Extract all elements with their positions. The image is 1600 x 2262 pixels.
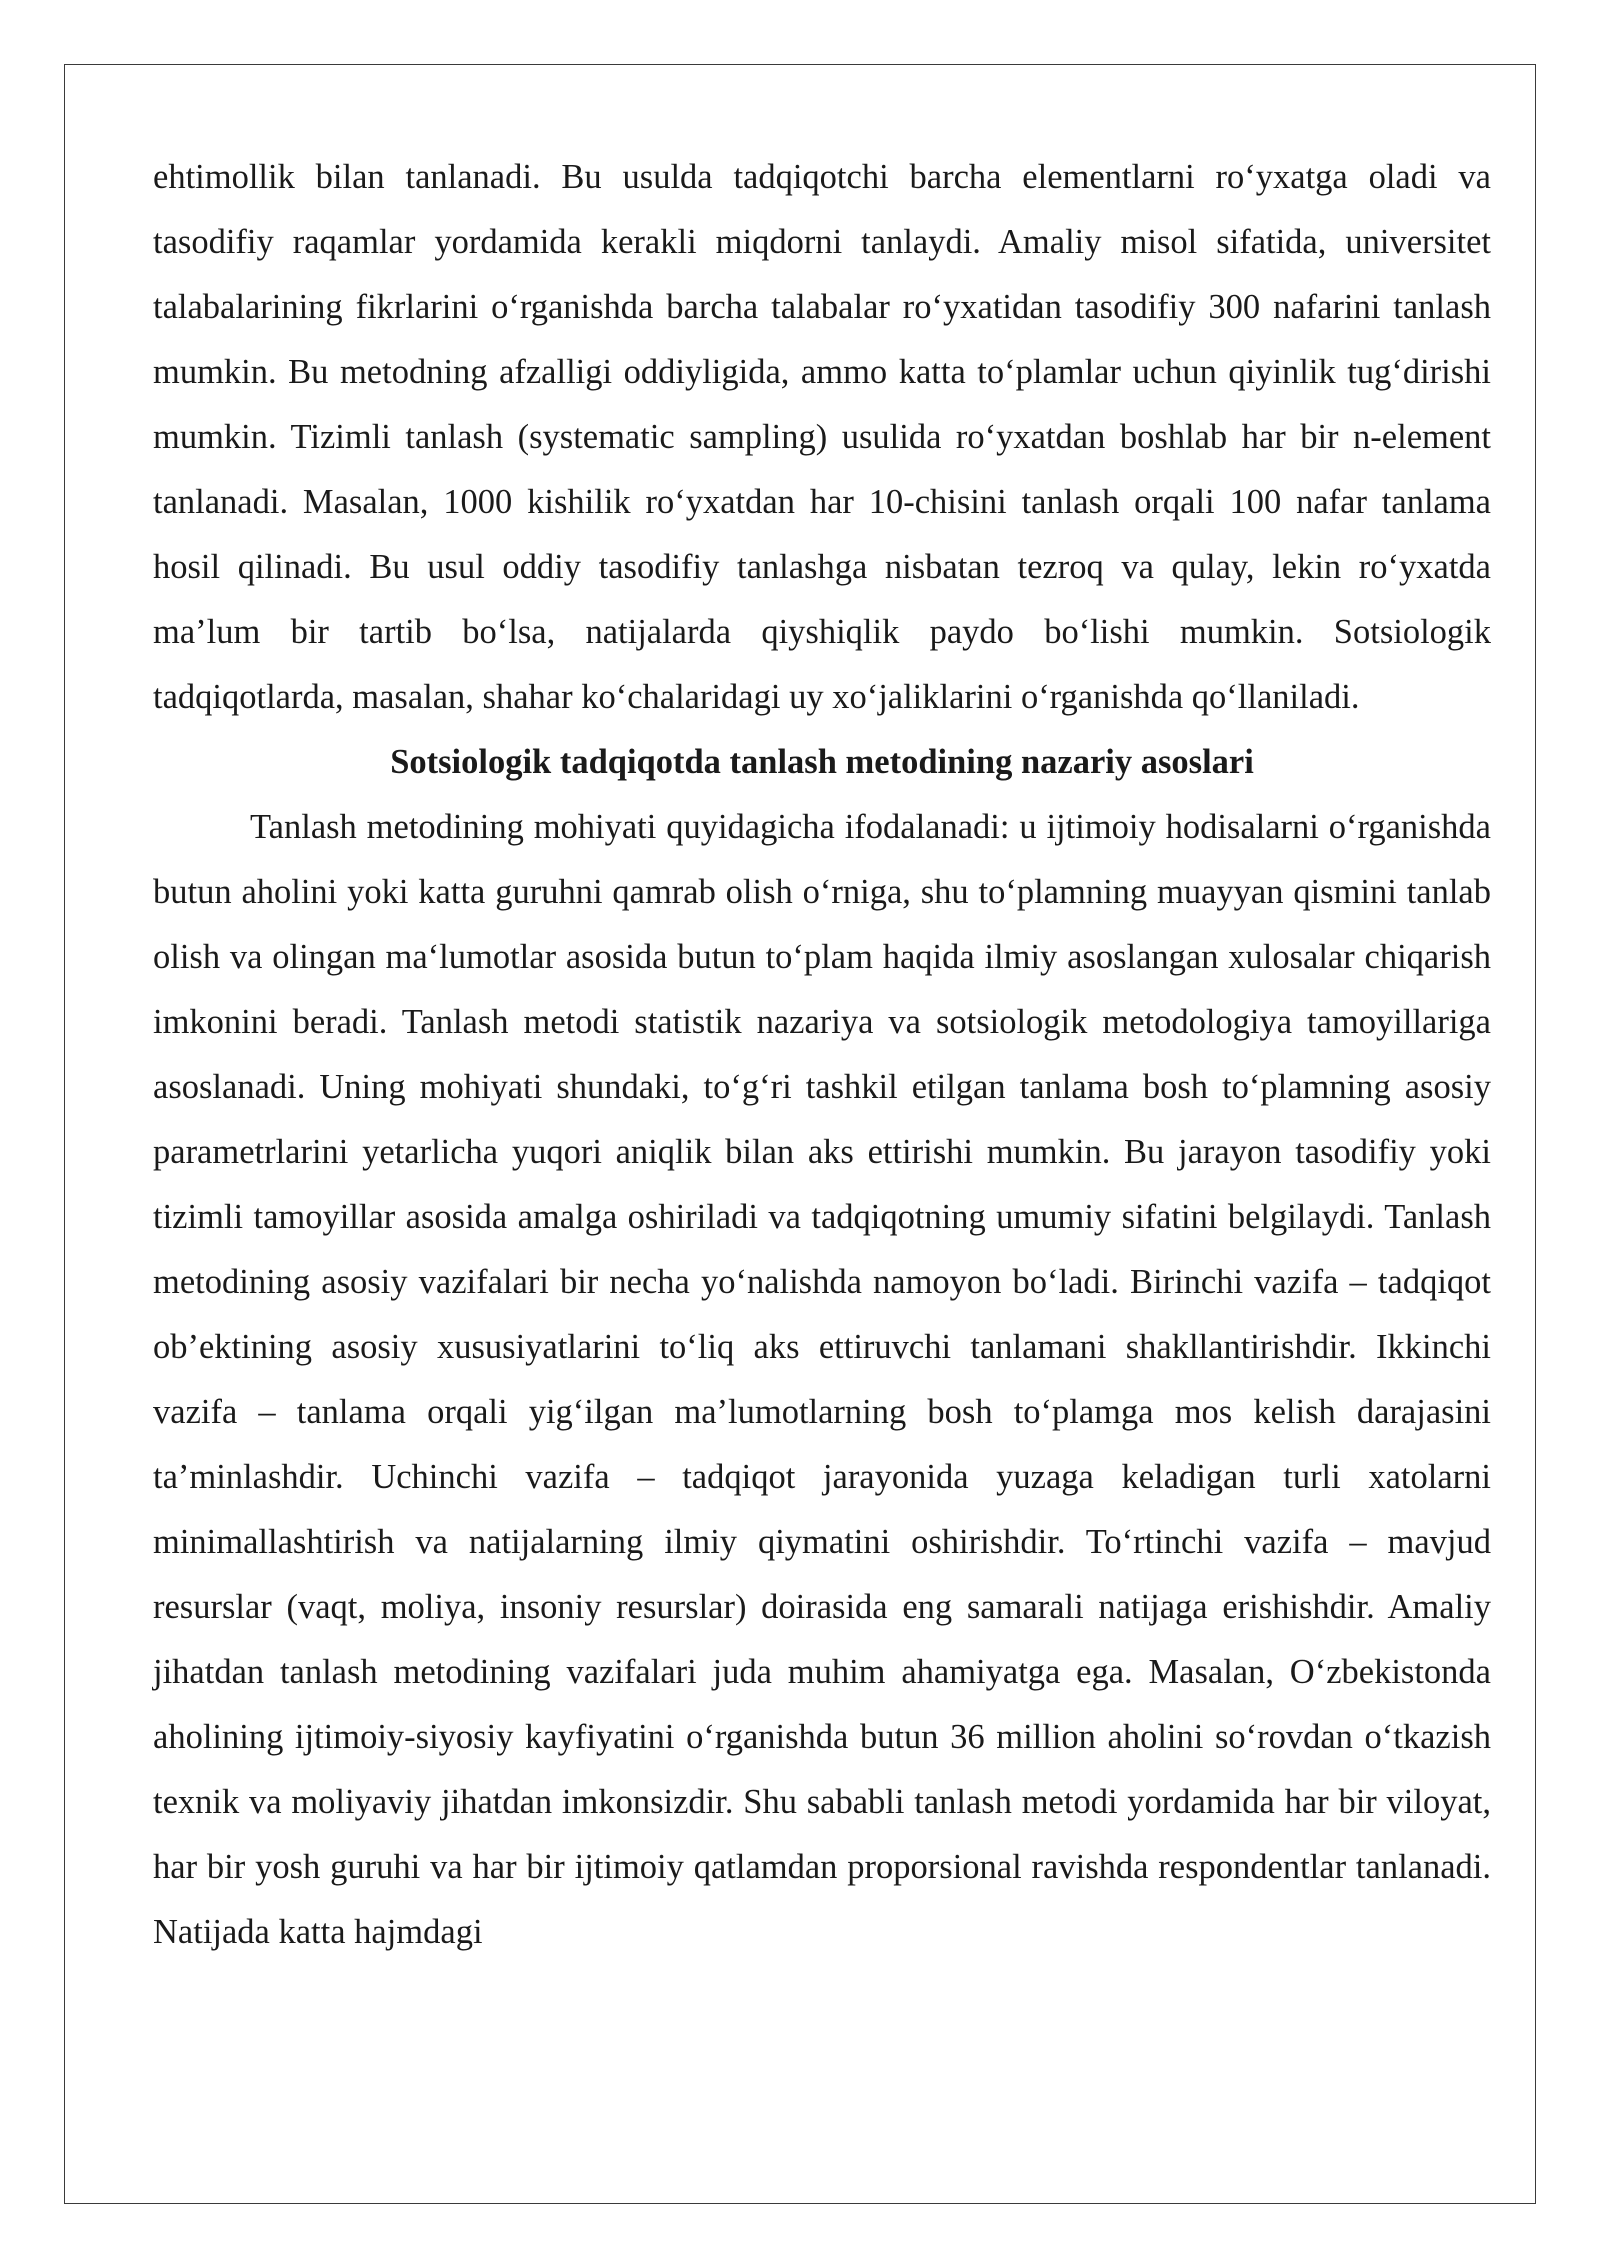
- document-body: [153, 145, 1491, 1965]
- paragraph-main: Tanlash metodining mohiyati quyidagicha ifodalanadi: u ijtimoiy hodisalarni o‘rganishda butun aholini yoki katta guruhni qamrab olish o‘rniga, shu to‘plamning muayyan qismini tanlab olish va olingan ma‘lumotlar asosida butun to‘plam haqida ilmiy asoslangan xulosalar chiqarish imkonini beradi. Tanlash metodi statistik nazariya va sotsiologik metodologiya tamoyillariga asoslanadi. Uning mohiyati shundaki, to‘g‘ri tashkil etilgan tanlama bosh to‘plamning asosiy parametrlarini yetarlicha yuqori aniqlik bilan aks ettirishi mumkin. Bu jarayon tasodifiy yoki tizimli tamoyillar asosida amalga oshiriladi va tadqiqotning umumiy sifatini belgilaydi. Tanlash metodining asosiy vazifalari bir necha yo‘nalishda namoyon bo‘ladi. Birinchi vazifa – tadqiqot ob’ektining asosiy xususiyatlarini to‘liq aks ettiruvchi tanlamani shakllantirishdir. Ikkinchi vazifa – tanlama orqali yig‘ilgan ma’lumotlarning bosh to‘plamga mos kelish darajasini ta’minlashdir. Uchinchi vazifa – tadqiqot jarayonida yuzaga keladigan turli xatolarni minimallashtirish va natijalarning ilmiy qiymatini oshirishdir. To‘rtinchi vazifa – mavjud resurslar (vaqt, moliya, insoniy resurslar) doirasida eng samarali natijaga erishishdir. Amaliy jihatdan tanlash metodining vazifalari juda muhim ahamiyatga ega. Masalan, O‘zbekistonda aholining ijtimoiy-siyosiy kayfiyatini o‘rganishda butun 36 million aholini so‘rovdan o‘tkazish texnik va moliyaviy jihatdan imkonsizdir. Shu sababli tanlash metodi yordamida har bir viloyat, har bir yosh guruhi va har bir ijtimoiy qatlamdan proporsional ravishda respondentlar tanlanadi. Natijada katta hajmdagi: [153, 808, 1491, 1951]
- paragraph-continued: ehtimollik bilan tanlanadi. Bu usulda tadqiqotchi barcha elementlarni ro‘yxatga oladi va tasodifiy raqamlar yordamida kerakli miqdorni tanlaydi. Amaliy misol sifatida, universitet talabalarining fikrlarini o‘rganishda barcha talabalar ro‘yxatidan tasodifiy 300 nafarini tanlash mumkin. Bu metodning afzalligi oddiyligida, ammo katta to‘plamlar uchun qiyinlik tug‘dirishi mumkin. Tizimli tanlash (systematic sampling) usulida ro‘yxatdan boshlab har bir n-element tanlanadi. Masalan, 1000 kishilik ro‘yxatdan har 10-chisini tanlash orqali 100 nafar tanlama hosil qilinadi. Bu usul oddiy tasodifiy tanlashga nisbatan tezroq va qulay, lekin ro‘yxatda ma’lum bir tartib bo‘lsa, natijalarda qiyshiqlik paydo bo‘lishi mumkin. Sotsiologik tadqiqotlarda, masalan, shahar ko‘chalaridagi uy xo‘jaliklarini o‘rganishda qo‘llaniladi.: [153, 158, 1491, 716]
- section-heading: Sotsiologik tadqiqotda tanlash metodining nazariy asoslari: [390, 743, 1254, 781]
